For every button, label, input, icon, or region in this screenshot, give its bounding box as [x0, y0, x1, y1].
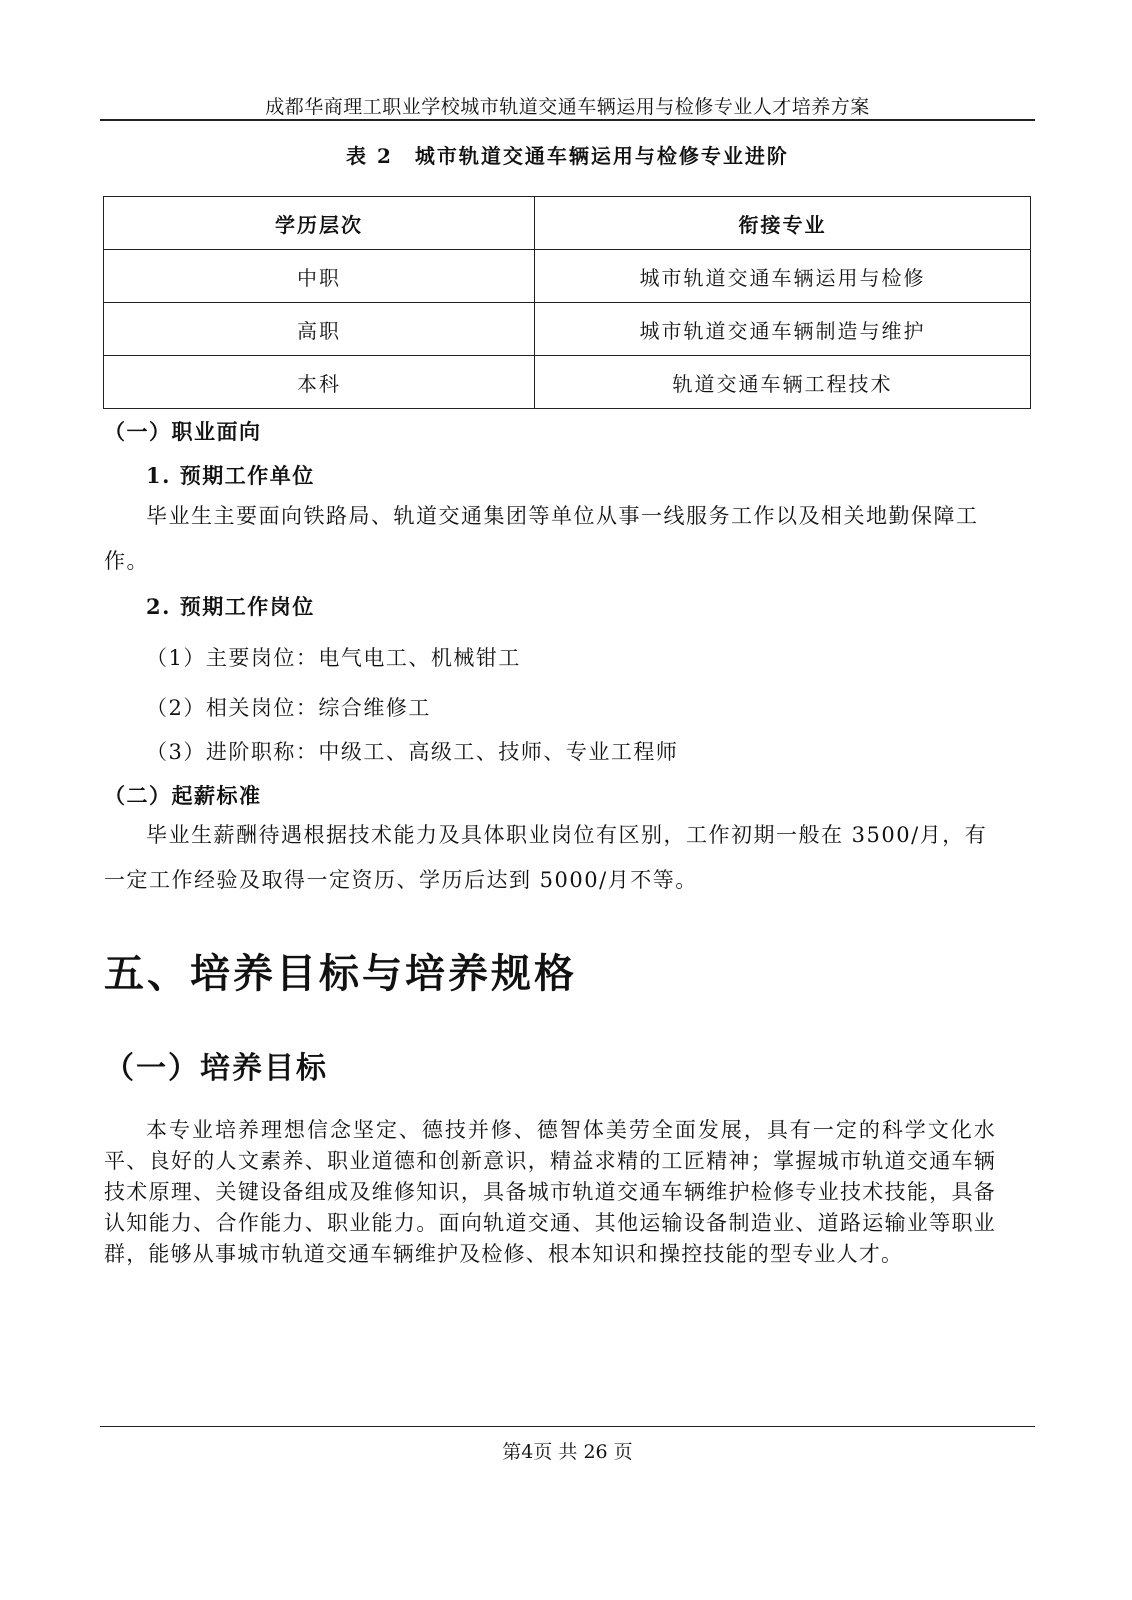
goals-paragraph: 本专业培养理想信念坚定、德技并修、德智体美劳全面发展，具有一定的科学文化水平、良好的人文素养、职业道德和创新意识，精益求精的工匠精神；掌握城市轨道交通车辆技术原理、关键设备组成及维修知识，具备城市轨道交通车辆维护检修专业技术技能，具备认知能力、合作能力、职业能力。面向轨道交通、其他运输设备制造业、道路运输业等职业群，能够从事城市轨道交通车辆维护及检修、根本知识和操控技能的型专业人才。 — [104, 1118, 996, 1266]
footer-rule — [100, 1426, 1035, 1427]
position-item: （3）进阶职称：中级工、高级工、技师、专业工程师 — [146, 740, 679, 764]
subheading-work-units: 1. 预期工作单位 — [146, 463, 315, 488]
table-cell: 本科 — [104, 356, 535, 409]
table-header-cell: 学历层次 — [104, 197, 535, 250]
section-heading-career: （一）职业面向 — [104, 419, 262, 444]
table-cell: 轨道交通车辆工程技术 — [535, 356, 1031, 409]
subheading-work-positions: 2. 预期工作岗位 — [146, 594, 315, 619]
position-item: （2）相关岗位：综合维修工 — [146, 696, 431, 720]
table-cell: 城市轨道交通车辆运用与检修 — [535, 250, 1031, 303]
table-cell: 城市轨道交通车辆制造与维护 — [535, 303, 1031, 356]
salary-paragraph: 毕业生薪酬待遇根据技术能力及具体职业岗位有区别，工作初期一般在 3500/月，有一定工作经验及取得一定资历、学历后达到 5000/月不等。 — [104, 823, 988, 892]
progression-table — [103, 196, 1031, 409]
table-row — [104, 303, 1031, 356]
work-units-paragraph: 毕业生主要面向铁路局、轨道交通集团等单位从事一线服务工作以及相关地勤保障工作。 — [104, 504, 979, 573]
table-caption: 表 2 城市轨道交通车辆运用与检修专业进阶 — [346, 144, 789, 168]
section-heading-salary: （二）起薪标准 — [104, 783, 262, 808]
table-cell: 中职 — [104, 250, 535, 303]
table-cell: 高职 — [104, 303, 535, 356]
chapter-heading: 五、培养目标与培养规格 — [104, 951, 577, 997]
position-item: （1）主要岗位：电气电工、机械钳工 — [146, 646, 521, 670]
subsection-heading-goals: （一）培养目标 — [104, 1051, 328, 1086]
header-rule — [100, 119, 1035, 121]
page-number: 第4页 共 26 页 — [502, 1441, 633, 1463]
table-header-row — [104, 197, 1031, 250]
table-row — [104, 250, 1031, 303]
document-header-title: 成都华商理工职业学校城市轨道交通车辆运用与检修专业人才培养方案 — [265, 96, 870, 118]
table-header-cell: 衔接专业 — [535, 197, 1031, 250]
table-row — [104, 356, 1031, 409]
